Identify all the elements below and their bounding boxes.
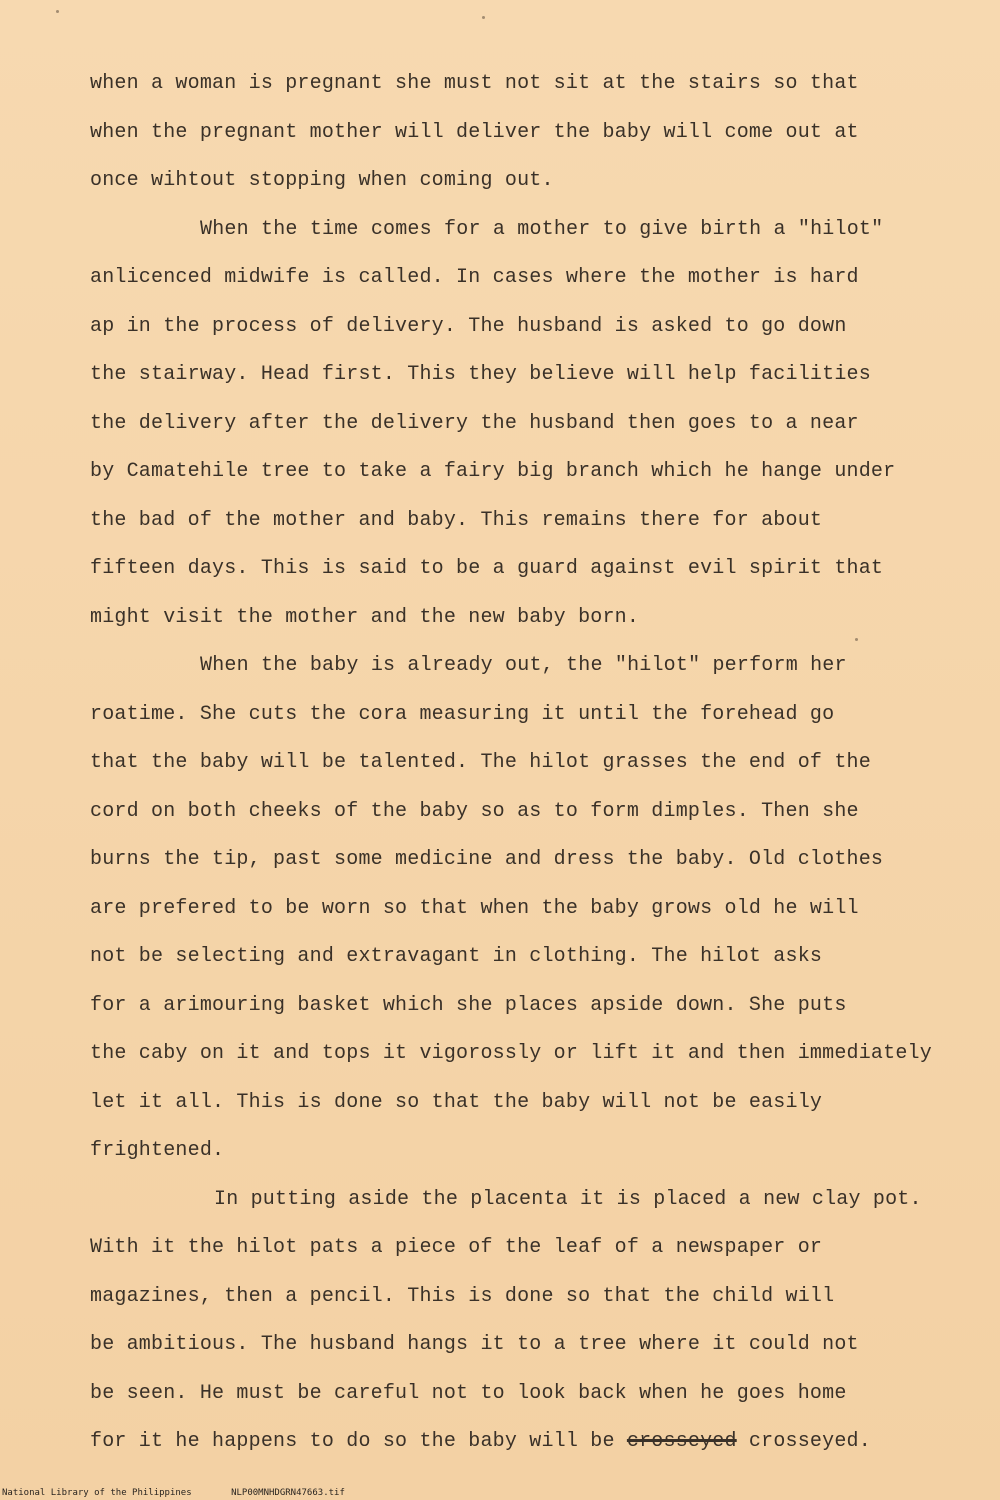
- text-line: anlicenced midwife is called. In cases where the mother is hard: [90, 266, 859, 289]
- text-line: the delivery after the delivery the husband then goes to a near: [90, 411, 859, 435]
- text-line: when the pregnant mother will deliver the baby will come out at: [90, 120, 859, 144]
- text-line: let it all. This is done so that the baby will not be easily: [90, 1090, 823, 1114]
- scan-footer: [2, 1488, 379, 1498]
- paragraph-start: When the time comes for a mother to give birth a "hilot": [200, 217, 884, 241]
- text-line: roatime. She cuts the cora measuring it until the forehead go: [90, 702, 835, 726]
- text-line: be ambitious. The husband hangs it to a tree where it could not: [90, 1333, 859, 1356]
- text-line: once wihtout stopping when coming out.: [90, 169, 554, 192]
- text-line: frightened.: [90, 1139, 225, 1162]
- text-line: are prefered to be worn so that when the baby grows old he will: [90, 896, 859, 920]
- text-line: ap in the process of delivery. The husband is asked to go down: [90, 314, 847, 338]
- text-line: might visit the mother and the new baby born.: [90, 605, 640, 629]
- struck-word: crosseyed: [626, 1430, 737, 1453]
- text-line: the stairway. Head first. This they believe will help facilities: [90, 363, 871, 386]
- text-line-last: [90, 1424, 950, 1473]
- text-line: the caby on it and tops it vigorossly or lift it and then immediately: [90, 1042, 932, 1065]
- text-line: magazines, then a pencil. This is done so that the child will: [90, 1284, 835, 1308]
- text-line: by Camatehile tree to take a fairy big branch which he hange under: [90, 460, 896, 483]
- paragraph-start: In putting aside the placenta it is placed a new clay pot.: [214, 1187, 922, 1211]
- paper-speck: [56, 10, 59, 13]
- text-line: the bad of the mother and baby. This remains there for about: [90, 508, 823, 532]
- text-line: With it the hilot pats a piece of the leaf of a newspaper or: [90, 1236, 823, 1259]
- text-line: not be selecting and extravagant in clothing. The hilot asks: [90, 945, 823, 968]
- text-line: fifteen days. This is said to be a guard against evil spirit that: [90, 557, 884, 580]
- text-line: that the baby will be talented. The hilot grasses the end of the: [90, 751, 871, 774]
- text-line: cord on both cheeks of the baby so as to form dimples. Then she: [90, 799, 859, 823]
- text-line: for a arimouring basket which she places apside down. She puts: [90, 993, 847, 1017]
- text-line: be seen. He must be careful not to look back when he goes home: [90, 1381, 847, 1405]
- scan-filename: NLP00MNHDGRN47663.tif: [231, 1488, 345, 1498]
- library-credit: National Library of the Philippines: [2, 1488, 192, 1498]
- text-line: burns the tip, past some medicine and dress the baby. Old clothes: [90, 848, 884, 871]
- paragraph-start: When the baby is already out, the "hilot" perform her: [200, 654, 847, 677]
- typewritten-text: [90, 66, 950, 1473]
- text-line: when a woman is pregnant she must not sit at the stairs so that: [90, 72, 859, 95]
- last-line-after: crosseyed.: [748, 1430, 871, 1453]
- paper-speck: [482, 16, 485, 19]
- last-line-before: for it he happens to do so the baby will be: [90, 1430, 615, 1453]
